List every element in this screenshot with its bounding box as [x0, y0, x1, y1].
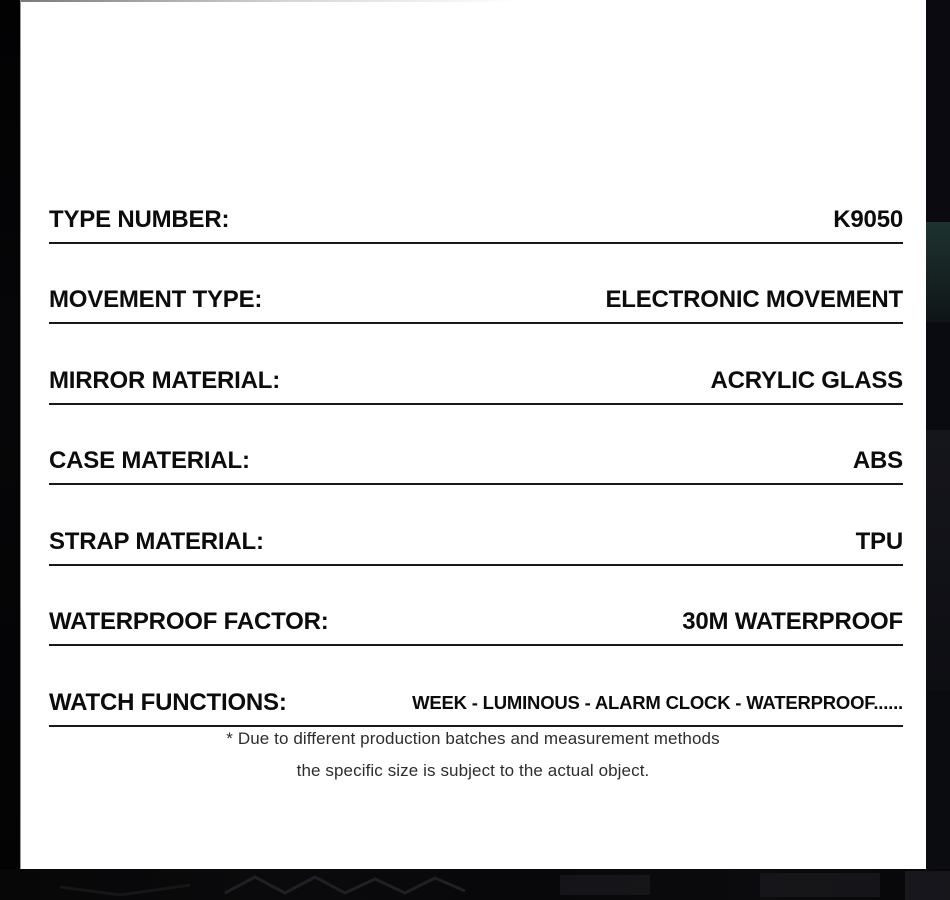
- background-right-strip: [926, 0, 950, 900]
- spec-value: ACRYLIC GLASS: [710, 366, 903, 394]
- spec-label: WATCH FUNCTIONS:: [49, 688, 287, 716]
- background-faint-patch: [926, 430, 950, 690]
- spec-value: 30M WATERPROOF: [682, 608, 903, 635]
- spec-row-waterproof-factor: [49, 566, 903, 647]
- spec-value: TPU: [855, 527, 903, 555]
- spec-value: K9050: [833, 205, 903, 233]
- spec-label: WATERPROOF FACTOR:: [49, 608, 329, 635]
- spec-label: STRAP MATERIAL:: [49, 527, 264, 555]
- disclaimer-note: [20, 723, 926, 787]
- spec-label: MIRROR MATERIAL:: [49, 366, 280, 394]
- background-bottom-strip: [0, 869, 950, 900]
- spec-row-mirror-material: [49, 324, 903, 405]
- disclaimer-line-1: * Due to different production batches and measurement methods: [226, 729, 720, 748]
- spec-table: [49, 163, 903, 727]
- background-teal-patch: [926, 222, 950, 322]
- spec-value: WEEK - LUMINOUS - ALARM CLOCK - WATERPROOF......: [412, 692, 903, 713]
- spec-label: CASE MATERIAL:: [49, 447, 250, 474]
- spec-row-type-number: [49, 163, 903, 244]
- spec-row-strap-material: [49, 485, 903, 566]
- disclaimer-line-2: the specific size is subject to the actual object.: [296, 761, 650, 780]
- spec-label: MOVEMENT TYPE:: [49, 286, 263, 313]
- spec-row-movement-type: [49, 244, 903, 325]
- spec-row-case-material: [49, 405, 903, 486]
- spec-panel: [20, 0, 926, 869]
- spec-label: TYPE NUMBER:: [49, 205, 230, 233]
- spec-value: ELECTRONIC MOVEMENT: [605, 286, 903, 313]
- graffiti-zigzag-texture: [0, 869, 950, 900]
- background-left-strip: [0, 0, 20, 900]
- spec-row-watch-functions: [49, 646, 903, 727]
- spec-value: ABS: [852, 447, 903, 474]
- panel-top-edge-line: [20, 0, 926, 2]
